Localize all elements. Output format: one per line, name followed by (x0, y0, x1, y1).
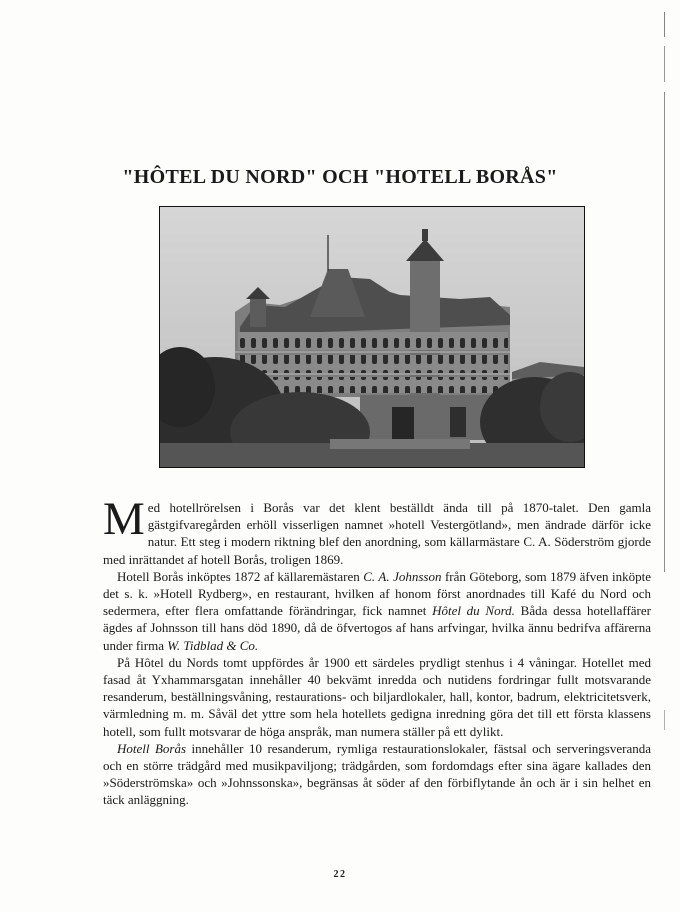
paragraph-4-name: Hotell Borås (117, 740, 187, 756)
paragraph-1 (103, 493, 651, 568)
paragraph-2-text-b: från Göteborg, som 1879 äfven inköpte det s. k. »Hotell Rydberg», en restaurant, hvilken af honom först anordnades till Kafé du Nord och sedermera, efter flera omfattande förändringar, fick namnet (103, 568, 651, 619)
paragraph-2-text-a: Hotell Borås inköptes 1872 af källaremästaren (117, 568, 364, 584)
hotel-photo (159, 206, 585, 468)
paragraph-2-name-3: W. Tidblad & Co. (167, 637, 259, 653)
paragraph-2 (103, 568, 651, 654)
paragraph-3: På Hôtel du Nords tomt uppfördes år 1900 ett särdeles prydligt stenhus i 4 våningar. Hotellet med fasad åt Yxhammarsgatan innehåller 40 bekvämt inredda och nutidens fordringar fullt motsvarande resanderum, beställningsvåning, restaurations- och biljardlokaler, hall, kontor, badrum, elektricitetsverk, värmledning m. m. Såväl det yttre som hela hotellets gedigna inredning göra det till ett första klassens hotell, som fullt motsvarar de höga anspråk, man numera ställer på ett dylikt. (103, 654, 651, 739)
scan-edge-mark (664, 710, 665, 730)
paragraph-1-text: ed hotellrörelsen i Borås var det klent beställdt ända till på 1870-talet. Den gamla gästgifvaregården erhöll visserligen namnet »hotell Vestergötland», men ändrade därför icke natur. Ett steg i modern riktning blef den anordning, som källarmästare C. A. Söderström gjorde med inrättandet af hotell Borås, troligen 1869. (103, 500, 651, 567)
paragraph-4 (103, 740, 651, 809)
paragraph-2-name-2: Hôtel du Nord. (432, 603, 515, 619)
article-body (103, 493, 651, 809)
hotel-building-icon (160, 207, 584, 467)
scan-edge-line (664, 12, 665, 572)
paragraph-4-text: innehåller 10 resanderum, rymliga restaurationslokaler, fästsal och serveringsveranda och en större trädgård med musikpaviljong; trädgården, som fordomdags efter sina ägare kallades den »Söderströmska» och »Johnssonska», begränsas åt söder af den förbiflytande ån och är i sin helhet en täck anläggning. (103, 740, 651, 808)
drop-cap: M (103, 493, 145, 545)
paragraph-2-name-1: C. A. Johnsson (363, 568, 442, 584)
page-number: 22 (333, 869, 347, 880)
paragraph-2-text-c: Båda dessa hotellaffärer ägdes af Johnsson till hans död 1890, då de öfvertogos af hans arfvingar, hvilka ännu bedrifva affärerna under firma (103, 603, 651, 653)
page-title: "HÔTEL DU NORD" OCH "HOTELL BORÅS" (122, 166, 558, 189)
